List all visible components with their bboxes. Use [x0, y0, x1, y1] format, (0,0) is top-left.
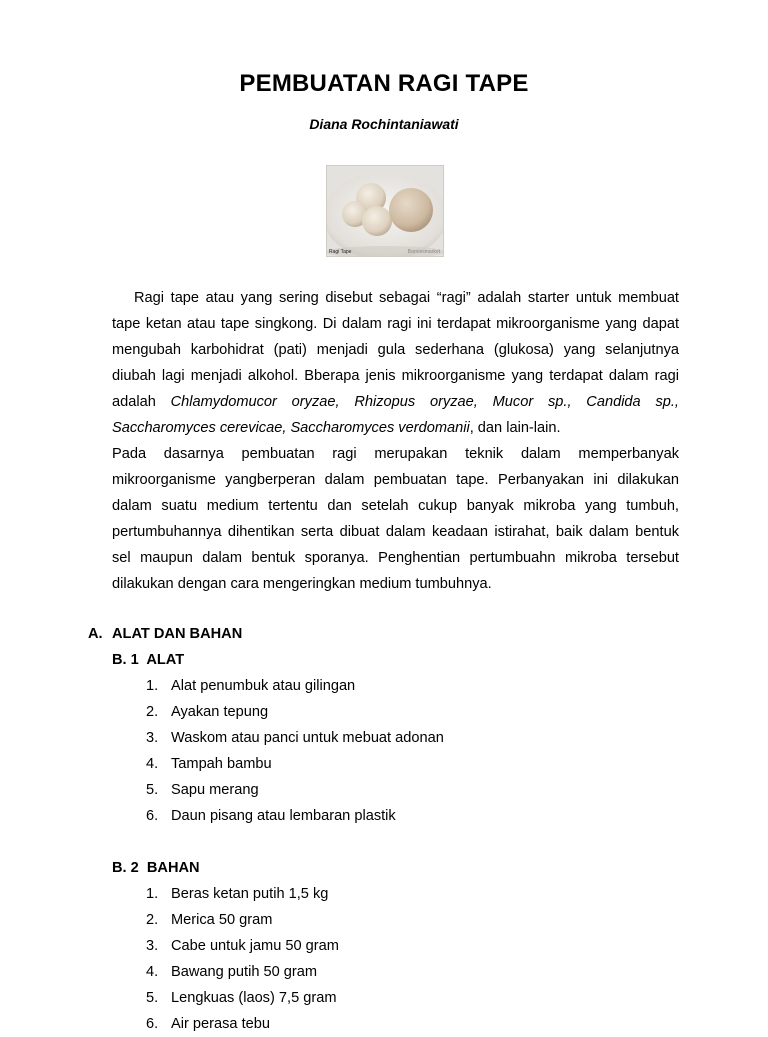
- list-item: [146, 933, 339, 959]
- list-item: [146, 881, 339, 907]
- list-item: [146, 803, 444, 829]
- list-number: 4.: [146, 756, 159, 772]
- list-number: 4.: [146, 964, 159, 980]
- list-number: 5.: [146, 782, 159, 798]
- ragi-balls-illustration: [327, 166, 443, 256]
- list-text: Lengkuas (laos) 7,5 gram: [171, 990, 337, 1006]
- list-item: [146, 1011, 339, 1037]
- list-number: 3.: [146, 938, 159, 954]
- list-number: 6.: [146, 1016, 159, 1032]
- list-text: Daun pisang atau lembaran plastik: [171, 808, 396, 824]
- list-item: [146, 907, 339, 933]
- alat-heading: B. 1 ALAT: [112, 652, 185, 668]
- bahan-heading: B. 2 BAHAN: [112, 860, 200, 876]
- list-item: [146, 985, 339, 1011]
- list-text: Waskom atau panci untuk mebuat adonan: [171, 730, 444, 746]
- photo-caption: Ragi Tape: [329, 249, 352, 255]
- list-number: 3.: [146, 730, 159, 746]
- list-number: 5.: [146, 990, 159, 1006]
- list-text: Cabe untuk jamu 50 gram: [171, 938, 339, 954]
- list-text: Alat penumbuk atau gilingan: [171, 678, 356, 694]
- list-item: [146, 777, 444, 803]
- list-number: 2.: [146, 704, 159, 720]
- list-number: 1.: [146, 886, 159, 902]
- list-text: Merica 50 gram: [171, 912, 273, 928]
- bahan-list: [146, 881, 339, 1037]
- list-item: [146, 725, 444, 751]
- list-number: 1.: [146, 678, 159, 694]
- intro-paragraph-2: Pada dasarnya pembuatan ragi merupakan teknik dalam memperbanyak mikroorganisme yangberperan dalam pembuatan tape. Perbanyakan ini dilakukan dalam suatu medium tertentu dan setelah cukup banyak mikroba yang tumbuh, pertumbuhannya dihentikan serta dibuat dalam keadaan istirahat, baik dalam bentuk sel maupun dalam bentuk sporanya. Penghentian pertumbuahn mikroba tersebut dilakukan dengan cara mengeringkan medium tumbuhnya.: [112, 446, 679, 592]
- document-title: PEMBUATAN RAGI TAPE: [239, 70, 529, 97]
- section-a-title: ALAT DAN BAHAN: [112, 626, 243, 642]
- section-a-number: A.: [88, 626, 103, 642]
- list-text: Sapu merang: [171, 782, 259, 798]
- ragi-tape-photo: [326, 165, 444, 257]
- list-text: Air perasa tebu: [171, 1016, 270, 1032]
- list-text: Bawang putih 50 gram: [171, 964, 318, 980]
- list-item: [146, 751, 444, 777]
- species-list: Chlamydomucor oryzae, Rhizopus oryzae, Mucor sp., Candida sp., Saccharomyces cerevicae, Saccharomyces verdomanii: [112, 394, 679, 436]
- list-item: [146, 699, 444, 725]
- intro-paragraph-1: [112, 285, 679, 441]
- ragi-ball: [362, 206, 392, 236]
- alat-list: [146, 673, 444, 829]
- ragi-ball: [389, 188, 433, 232]
- author-name: Diana Rochintaniawati: [309, 116, 459, 132]
- section-a-heading: [88, 621, 242, 647]
- list-item: [146, 673, 444, 699]
- list-text: Beras ketan putih 1,5 kg: [171, 886, 329, 902]
- list-item: [146, 959, 339, 985]
- list-number: 2.: [146, 912, 159, 928]
- list-text: Ayakan tepung: [171, 704, 269, 720]
- intro-text: [112, 285, 679, 597]
- list-text: Tampah bambu: [171, 756, 272, 772]
- list-number: 6.: [146, 808, 159, 824]
- intro-text-part-1: Ragi tape atau yang sering disebut sebagai “ragi” adalah starter untuk membuat tape ketan atau tape singkong. Di dalam ragi ini terdapat mikroorganisme yang dapat mengubah karbohidrat (pati) menjadi gula sederhana (glukosa) yang selanjutnya diubah lagi menjadi alkohol. Bberapa jenis mikroorganisme yang terdapat dalam ragi adalah: [112, 290, 679, 410]
- intro-text-part-2: , dan lain-lain.: [469, 420, 561, 436]
- photo-watermark: Barniesmarket: [407, 249, 440, 255]
